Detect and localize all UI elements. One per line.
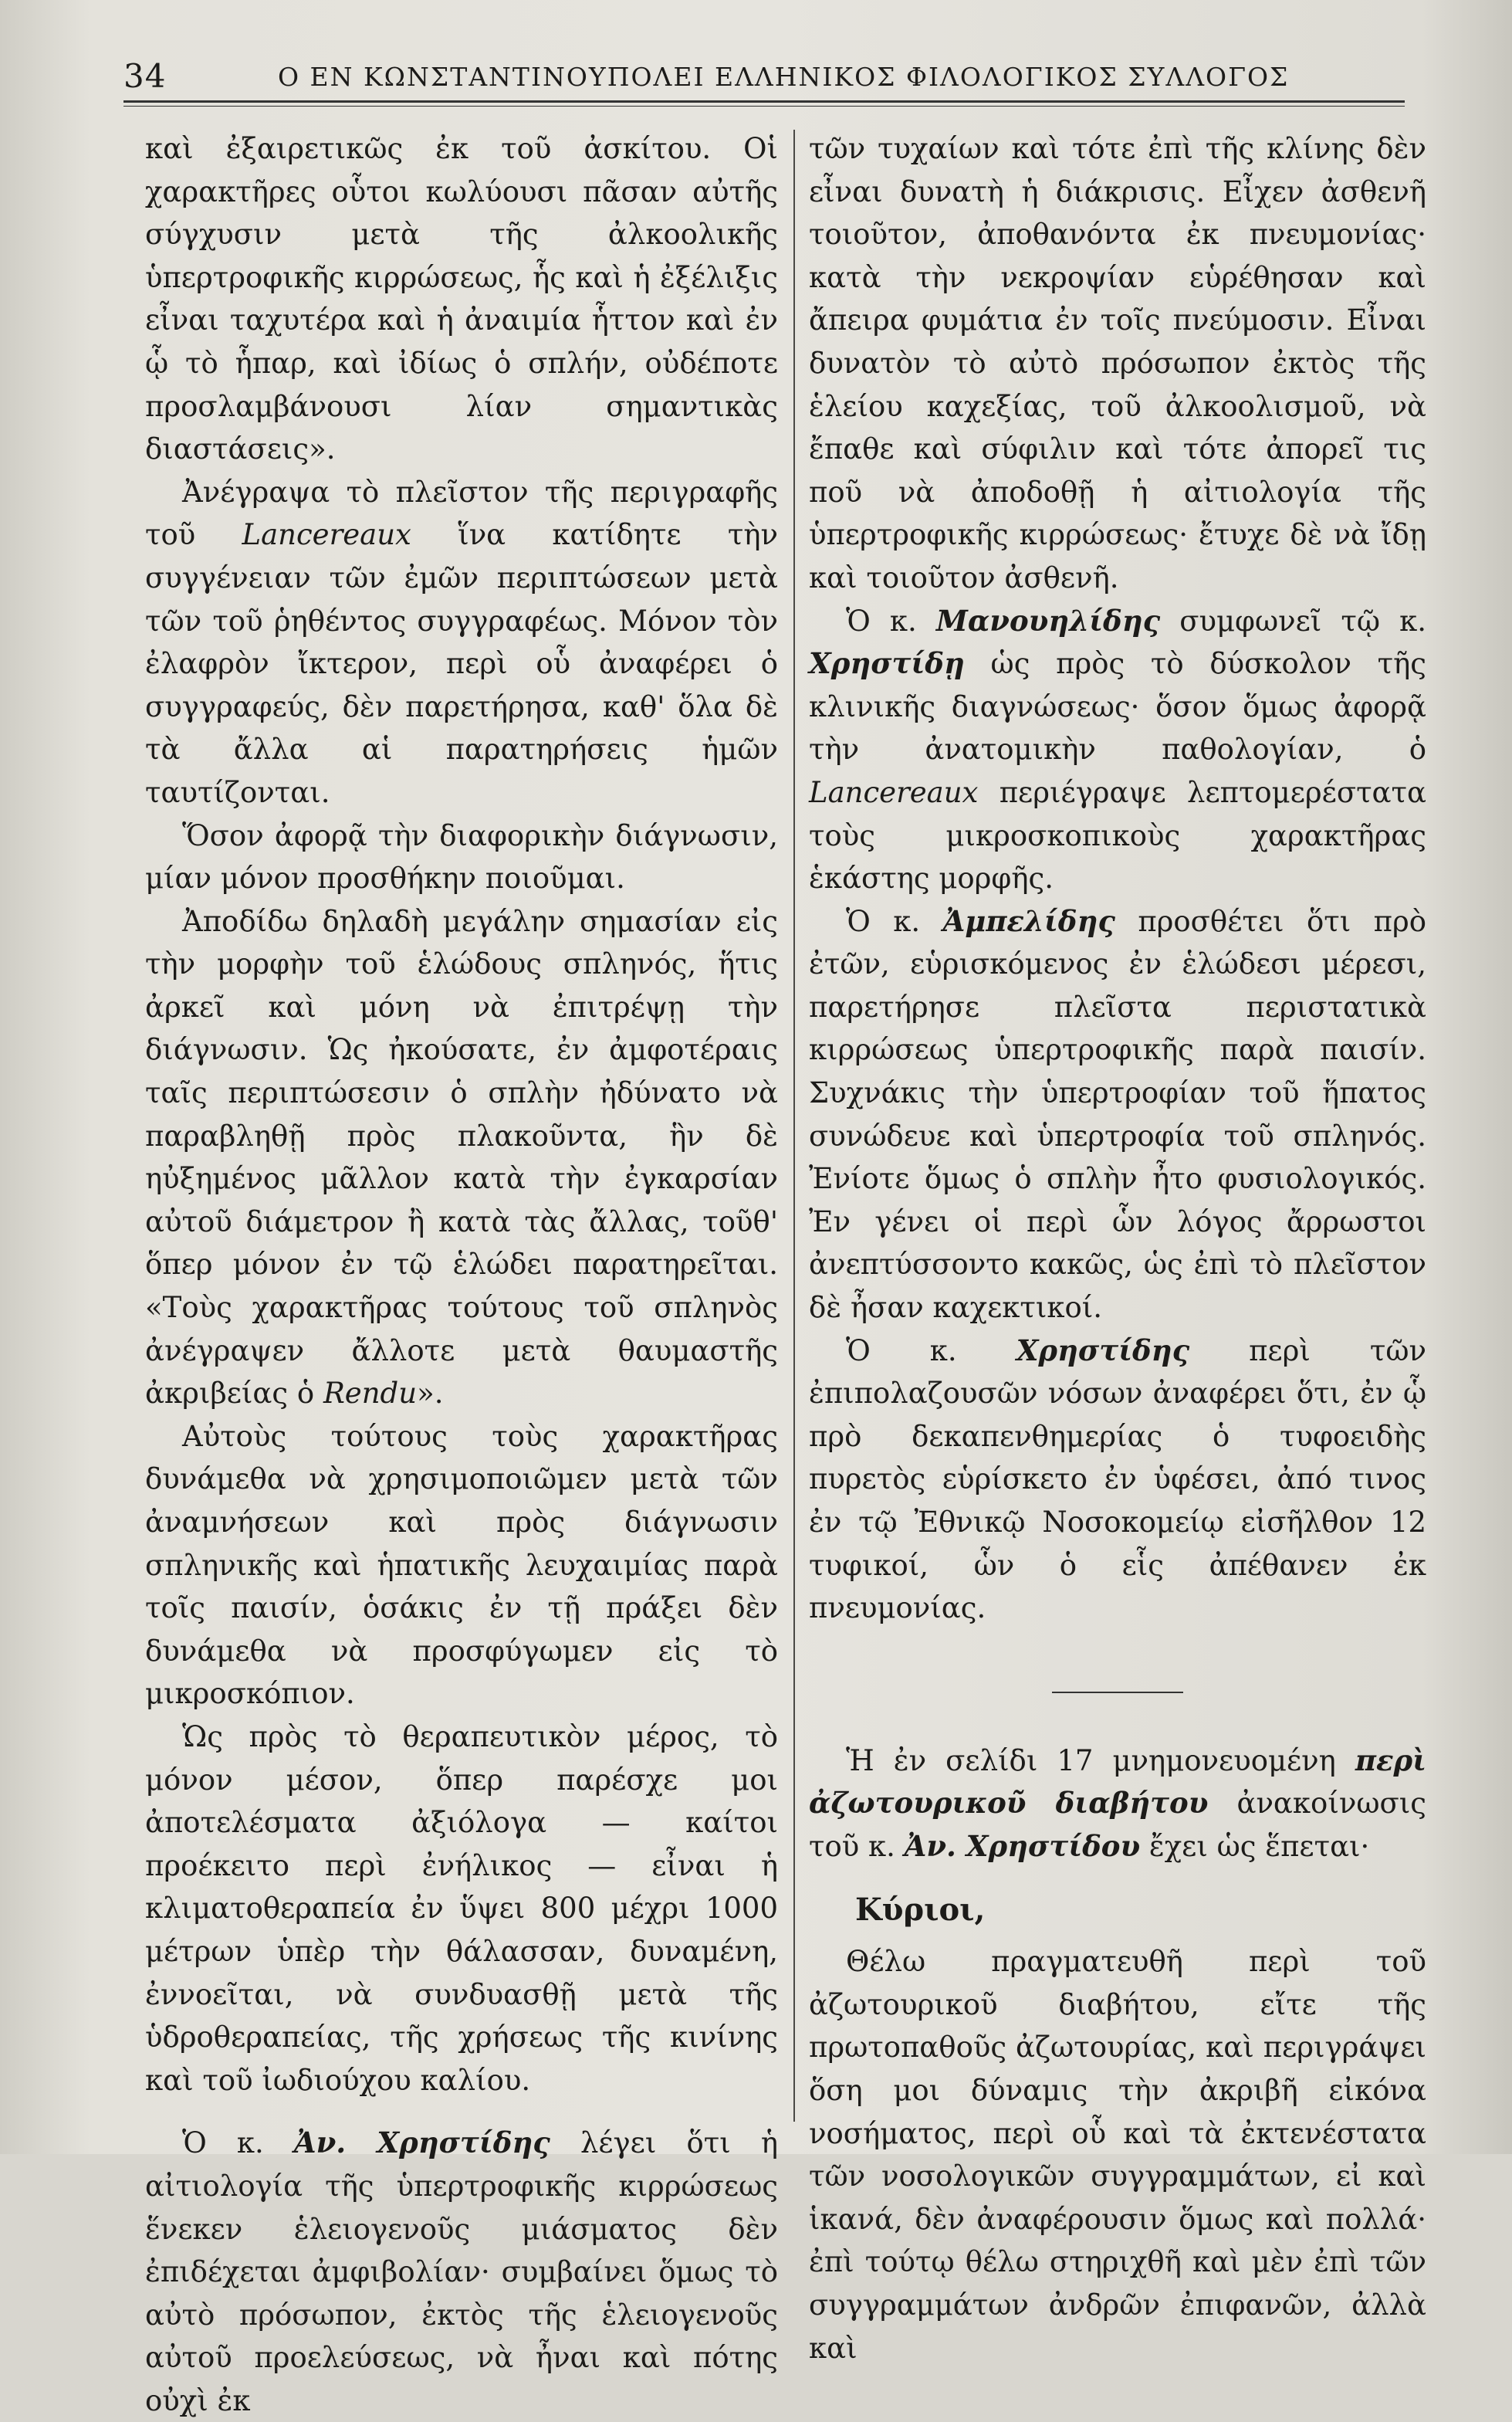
- section-separator: [1052, 1692, 1183, 1693]
- speaker-name: Ἀν. Χρηστίδου: [904, 1828, 1141, 1863]
- paragraph: Ὁ κ. Μανουηλίδης συμφωνεῖ τῷ κ. Χρηστίδῃ ὡς πρὸς τὸ δύσκολον τῆς κλινικῆς διαγνώσεως· ὅσον ὅμως ἀφορᾷ τὴν ἀνατομικὴν παθολογίαν, ὁ Lancereaux περιέγραψε λεπτομερέστατα τοὺς μικροσκοπικοὺς χαρακτῆρας ἑκάστης μορφῆς.: [809, 603, 1426, 896]
- paragraph: Ἀποδίδω δηλαδὴ μεγάλην σημασίαν εἰς τὴν μορφὴν τοῦ ἑλώδους σπληνός, ἥτις ἀρκεῖ καὶ μόνη νὰ ἐπιτρέψῃ τὴν διάγνωσιν. Ὡς ἠκούσατε, ἐν ἀμφοτέραις ταῖς περιπτώσεσιν ὁ σπλὴν ἠδύνατο νὰ παραβληθῇ πρὸς πλακοῦντα, ἣν δὲ ηὐξημένος μᾶλλον κατὰ τὴν ἐγκαρσίαν αὐτοῦ διάμετρον ἢ κατὰ τὰς ἄλλας, τοῦθ' ὅπερ μόνον ἐν τῷ ἑλώδει παρατηρεῖται. «Τοὺς χαρακτῆρας τούτους τοῦ σπληνὸς ἀνέγραψεν ἄλλοτε μετὰ θαυμαστῆς ἀκριβείας ὁ Rendu».: [145, 904, 778, 1411]
- paragraph: Ὅσον ἀφορᾷ τὴν διαφορικὴν διάγνωσιν, μίαν μόνον προσθήκην ποιοῦμαι.: [145, 818, 778, 896]
- paragraph: Ὡς πρὸς τὸ θεραπευτικὸν μέρος, τὸ μόνον μέσον, ὅπερ παρέσχε μοι ἀποτελέσματα ἀξιόλογα — καίτοι προέκειτο περὶ ἐνήλικος — εἶναι ἡ κλιματοθεραπεία ἐν ὕψει 800 μέχρι 1000 μέτρων ὑπὲρ τὴν θάλασσαν, δυναμένη, ἐννοεῖται, νὰ συνδυασθῇ μετὰ τῆς ὑδροθεραπείας, τῆς χρήσεως τῆς κινίνης καὶ τοῦ ἰωδιούχου καλίου.: [145, 1719, 778, 2097]
- paragraph: καὶ ἐξαιρετικῶς ἐκ τοῦ ἀσκίτου. Οἱ χαρακτῆρες οὗτοι κωλύουσι πᾶσαν αὐτῆς σύγχυσιν μετὰ τῆς ἀλκοολικῆς ὑπερτροφικῆς κιρρώσεως, ἧς καὶ ἡ ἐξέλιξις εἶναι ταχυτέρα καὶ ἡ ἀναιμία ἧττον καὶ ἐν ᾧ τὸ ἧπαρ, καὶ ἰδίως ὁ σπλήν, οὐδέποτε προσλαμβάνουσι λίαν σημαντικὰς διαστάσεις».: [145, 132, 778, 466]
- paragraph: Ἡ ἐν σελίδι 17 μνημονευομένη περὶ ἀζωτουρικοῦ διαβήτου ἀνακοίνωσις τοῦ κ. Ἀν. Χρηστίδου ἔχει ὡς ἕπεται·: [809, 1743, 1426, 1863]
- header-rule: [123, 100, 1405, 107]
- paragraph: τῶν τυχαίων καὶ τότε ἐπὶ τῆς κλίνης δὲν εἶναι δυνατὴ ἡ διάκρισις. Εἶχεν ἀσθενῆ τοιοῦτον, ἀποθανόντα ἐκ πνευμονίας· κατὰ τὴν νεκροψίαν εὑρέθησαν καὶ ἄπειρα φυμάτια ἐν τοῖς πνεύμοσιν. Εἶναι δυνατὸν τὸ αὐτὸ πρόσωπον ἐκτὸς τῆς ἑλείου καχεξίας, τοῦ ἀλκοολισμοῦ, νὰ ἔπαθε καὶ σύφιλιν καὶ τότε ἀπορεῖ τις ποῦ νὰ ἀποδοθῇ ἡ αἰτιολογία τῆς ὑπερτροφικῆς κιρρώσεως· ἔτυχε δὲ νὰ ἴδῃ καὶ τοιοῦτον ἀσθενῆ.: [809, 132, 1426, 594]
- speaker-name: Χρηστίδῃ: [809, 646, 965, 681]
- paragraph: Ὁ κ. Ἀν. Χρηστίδης λέγει ὅτι ἡ αἰτιολογία τῆς ὑπερτροφικῆς κιρρώσεως ἕνεκεν ἑλειογενοῦς μιάσματος δὲν ἐπιδέχεται ἀμφιβολίαν· συμβαίνει ὅμως τὸ αὐτὸ πρόσωπον, ἐκτὸς τῆς ἑλειογενοῦς αὐτοῦ προελεύσεως, νὰ ἦναι καὶ πότης οὐχὶ ἐκ: [145, 2126, 778, 2417]
- speaker-name: Μανουηλίδης: [935, 603, 1161, 638]
- author-name: Lancereaux: [242, 518, 411, 552]
- paragraph: Ἀνέγραψα τὸ πλεῖστον τῆς περιγραφῆς τοῦ Lancereaux ἵνα κατίδητε τὴν συγγένειαν τῶν ἐμῶν περιπτώσεων μετὰ τῶν τοῦ ῥηθέντος συγγραφέως. Μόνον τὸν ἐλαφρὸν ἴκτερον, περὶ οὗ ἀναφέρει ὁ συγγραφεύς, δὲν παρετήρησα, καθ' ὅλα δὲ τὰ ἄλλα αἱ παρατηρήσεις ἡμῶν ταυτίζονται.: [145, 475, 778, 809]
- author-name: Rendu: [323, 1377, 418, 1411]
- salutation-heading: Κύριοι,: [855, 1891, 986, 1928]
- communication-title: περὶ ἀζωτουρικοῦ διαβήτου: [809, 1743, 1426, 1821]
- left-column: [145, 127, 778, 2422]
- page-number: 34: [123, 57, 167, 95]
- right-column: [809, 127, 1426, 2369]
- speaker-name: Χρηστίδης: [1016, 1333, 1190, 1367]
- paragraph: Αὐτοὺς τούτους τοὺς χαρακτῆρας δυνάμεθα νὰ χρησιμοποιῶμεν μετὰ τῶν ἀναμνήσεων καὶ πρὸς διάγνωσιν σπληνικῆς καὶ ἡπατικῆς λευχαιμίας παρὰ τοῖς παισίν, ὁσάκις ἐν τῇ πράξει δὲν δυνάμεθα νὰ προσφύγωμεν εἰς τὸ μικροσκόπιον.: [145, 1419, 778, 1711]
- page-header: [123, 54, 1405, 100]
- author-name: Lancereaux: [809, 775, 979, 809]
- column-divider: [793, 130, 795, 2122]
- paragraph: Ὁ κ. Ἀμπελίδης προσθέτει ὅτι πρὸ ἐτῶν, εὑρισκόμενος ἐν ἑλώδεσι μέρεσι, παρετήρησε πλεῖστα περιστατικὰ κιρρώσεως ὑπερτροφικῆς παρὰ παισίν. Συχνάκις τὴν ὑπερτροφίαν τοῦ ἥπατος συνώδευε καὶ ὑπερτροφία τοῦ σπληνός. Ἐνίοτε ὅμως ὁ σπλὴν ἦτο φυσιολογικός. Ἐν γένει οἱ περὶ ὧν λόγος ἄρρωστοι ἀνεπτύσσοντο κακῶς, ὡς ἐπὶ τὸ πλεῖστον δὲ ἦσαν καχεκτικοί.: [809, 903, 1426, 1325]
- running-title: Ο ΕΝ ΚΩΝΣΤΑΝΤΙΝΟΥΠΟΛΕΙ ΕΛΛΗΝΙΚΟΣ ΦΙΛΟΛΟΓΙΚΟΣ ΣΥΛΛΟΓΟΣ: [278, 62, 1290, 92]
- speaker-name: Ἀν. Χρηστίδης: [293, 2126, 550, 2160]
- paragraph: Θέλω πραγματευθῆ περὶ τοῦ ἀζωτουρικοῦ διαβήτου, εἴτε τῆς πρωτοπαθοῦς ἀζωτουρίας, καὶ περιγράψει ὅση μοι δύναμις τὴν ἀκριβῆ εἰκόνα νοσήματος, περὶ οὗ καὶ τὰ ἐκτενέστατα τῶν νοσολογικῶν συγγραμμάτων, εἰ καὶ ἱκανά, δὲν ἀναφέρουσιν ὅμως καὶ πολλά· ἐπὶ τούτῳ θέλω στηριχθῆ καὶ μὲν ἐπὶ τῶν συγγραμμάτων ἀνδρῶν ἐπιφανῶν, ἀλλὰ καὶ: [809, 1945, 1426, 2365]
- paragraph: Ὁ κ. Χρηστίδης περὶ τῶν ἐπιπολαζουσῶν νόσων ἀναφέρει ὅτι, ἐν ᾧ πρὸ δεκαπενθημερίας ὁ τυφοειδὴς πυρετὸς εὑρίσκετο ἐν ὑφέσει, ἀπό τινος ἐν τῷ Ἐθνικῷ Νοσοκομείῳ εἰσῆλθον 12 τυφικοί, ὧν ὁ εἷς ἀπέθανεν ἐκ πνευμονίας.: [809, 1333, 1426, 1625]
- speaker-name: Ἀμπελίδης: [942, 903, 1115, 938]
